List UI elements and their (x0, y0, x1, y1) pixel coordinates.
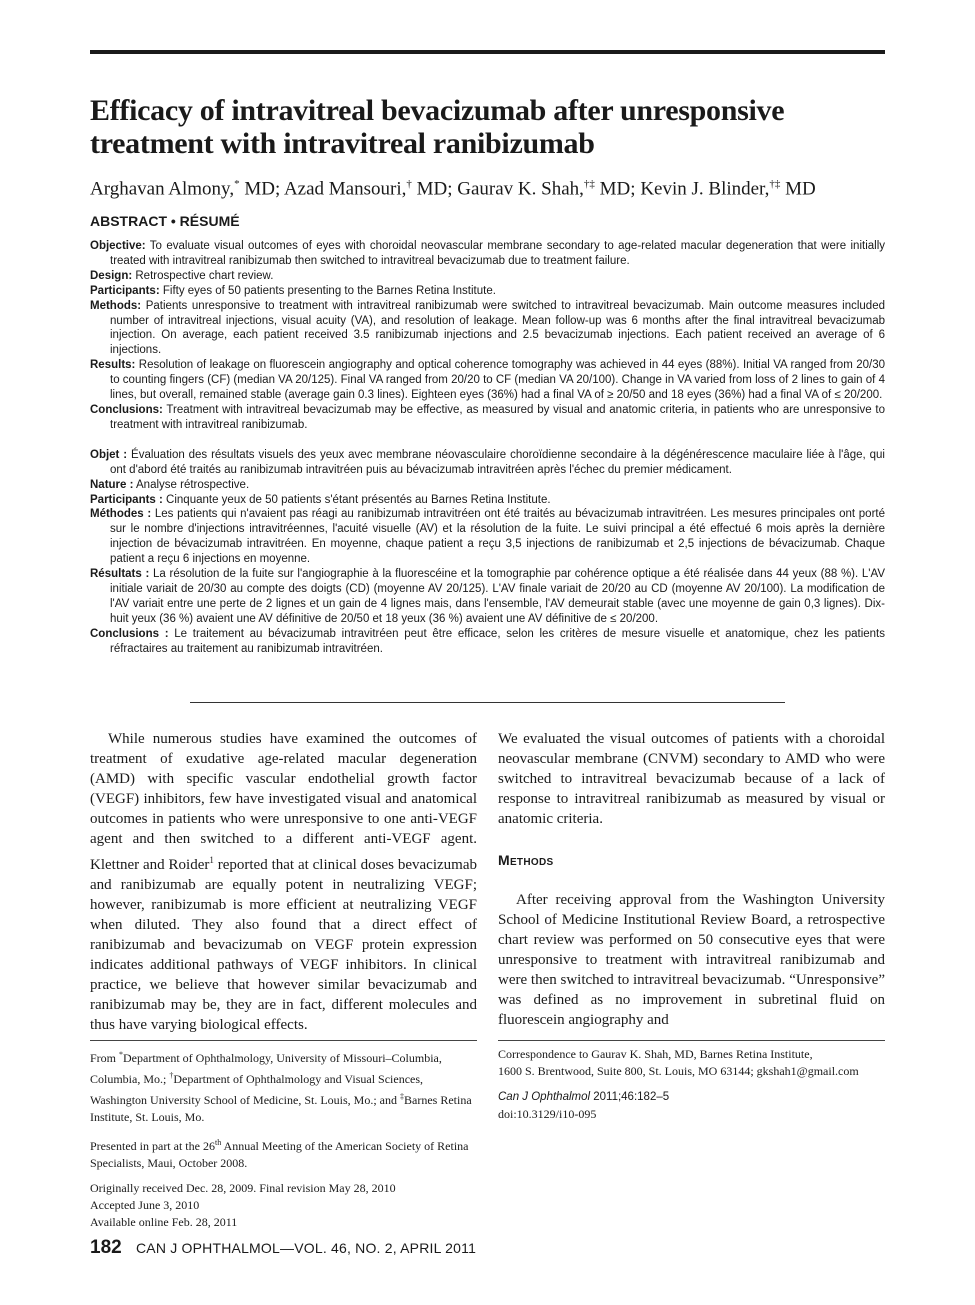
footnote-text: Barnes Retina Institute, St. Louis, Mo. (90, 1093, 472, 1124)
footnote-text: Department of Ophthalmology, University of Missouri–Columbia, Columbia, Mo.; (90, 1051, 442, 1086)
abstract (90, 239, 885, 656)
author-affil-mark: †‡ (583, 178, 595, 190)
section-label: Results: (90, 359, 136, 372)
volume-pages: 2011;46:182–5 (590, 1091, 670, 1103)
abstract-divider (190, 702, 785, 703)
abstract-section-results (90, 358, 885, 403)
author-affil-mark: †‡ (769, 178, 781, 190)
affiliations (90, 1046, 475, 1126)
reference-mark: 1 (209, 854, 214, 865)
section-text: Analyse rétrospective. (133, 478, 250, 491)
section-text: La résolution de la fuite sur l'angiographie à la fluorescéine et la tomographie par cohérence optique a été réalisée dans 44 yeux (88 %). L'AV initiale variait de 20/30 au compte des doigts (CD) (moyenne AV 20/125). L'AV finale variait de 20/20 au CD (moyenne AV 20/100). La modification de l'AV variait entre une perte de 2 lignes et un gain de 4 lignes mais, dans l'ensemble, l'AV demeurait stable (avec une moyenne de gain 0,3 lignes). Dix-huit yeux (36 %) avaient une AV définitive de 20/50 et 18 yeux (36 %) avaient une AV définitive de ≤ 20/200. (110, 568, 885, 625)
author-degree: MD (780, 178, 816, 200)
section-text: Le traitement au bévacizumab intravitréen peut être efficace, selon les critères de mesure visuelle et anatomique, chez les patients réfractaires au traitement au ranibizumab intravitréen. (110, 627, 885, 655)
footnotes-left (90, 1046, 475, 1231)
section-label: Design: (90, 269, 133, 282)
accepted-date: Accepted June 3, 2010 (90, 1198, 200, 1212)
body-paragraph (90, 729, 477, 1035)
affil-mark: ‡ (400, 1092, 405, 1101)
journal-footer: CAN J OPHTHALMOL—VOL. 46, NO. 2, APRIL 2011 (136, 1240, 477, 1256)
author-degree: MD; (239, 178, 284, 200)
section-text: Patients unresponsive to treatment with intravitreal ranibizumab were switched to intravitreal bevacizumab. Main outcome measures included number of intravitreal injections, visual acuity (VA), and resolution of leakage. Mean follow-up was 6 months after the final intravitreal bevacizumab injection. On average, each patient received 3.5 ranibizumab injections and 2.5 bevacizumab injections. Each patient received an average of 6 injections. (110, 299, 885, 357)
section-text: Fifty eyes of 50 patients presenting to the Barnes Retina Institute. (159, 284, 496, 297)
body-column-left (90, 729, 477, 1035)
footnote-rule-left (90, 1040, 477, 1041)
author-degree: MD; (594, 178, 641, 200)
section-label: Conclusions : (90, 627, 169, 640)
section-text: To evaluate visual outcomes of eyes with choroidal neovascular membrane secondary to age-related macular degeneration that were initially treated with intravitreal ranibizumab then switched to intravitreal bevacizumab due to treatment failure. (110, 240, 885, 267)
article-title: Efficacy of intravitreal bevacizumab after unresponsive treatment with intravitreal ranibizumab (90, 94, 785, 160)
abstract-section-participants (90, 284, 885, 299)
abstract-gap (90, 433, 885, 448)
methods-heading: Methods (498, 852, 554, 869)
section-text: Les patients qui n'avaient pas réagi au ranibizumab intravitréen ont été traités au bévacizumab intravitréen. Les mesures principales ont porté sur le nombre d'injections intravitréennes, l'acuité visuelle (AV) et la résolution de la fuite. Le suivi principal a été effectué 6 mois après la dernière injection de bévacizumab intravitréen. En moyenne, chaque patient a reçu 3,5 injections de ranibizumab et 2,5 injections de bévacizumab. Chaque patient a reçu 6 injections en moyenne. (110, 508, 885, 566)
footnote-text: Correspondence to Gaurav K. Shah, MD, Barnes Retina Institute, (498, 1047, 813, 1061)
online-date: Available online Feb. 28, 2011 (90, 1215, 238, 1229)
body-text: While numerous studies have examined the outcomes of treatment of exudative age-related macular degeneration (AMD) with specific vascular endothelial growth factor (VEGF) inhibitors, few have investigated visual and anatomical outcomes in patients who were unresponsive to one anti-VEGF agent and then switched to a different anti-VEGF agent. Klettner and Roider (90, 731, 477, 873)
dates-note (90, 1180, 475, 1231)
abstract-section-design (90, 269, 885, 284)
footnote-text: From (90, 1051, 120, 1065)
section-label: Participants: (90, 284, 160, 297)
section-label: Participants : (90, 493, 163, 506)
resume-section-nature (90, 478, 885, 493)
author-name: Arghavan Almony, (90, 178, 235, 200)
citation (498, 1088, 888, 1123)
resume-section-objet (90, 448, 885, 478)
resume-section-methodes (90, 507, 885, 567)
abstract-section-methods (90, 299, 885, 359)
author-name: Azad Mansouri, (283, 178, 407, 200)
body-paragraph: After receiving approval from the Washington University School of Medicine Institutional Review Board, a retrospective chart review was performed on 50 consecutive eyes that were unresponsive to treatment with intravitreal ranibizumab and were then switched to intravitreal bevacizumab. “Unresponsive” was defined as no improvement in subretinal fluid on fluorescein angiography and (498, 891, 885, 1029)
section-label: Résultats : (90, 568, 150, 581)
section-text: Cinquante yeux de 50 patients s'étant présentés au Barnes Retina Institute. (162, 493, 551, 506)
author-degree: MD; (411, 178, 458, 200)
section-text: Resolution of leakage on fluorescein angiography and optical coherence tomography was achieved in 44 eyes (88%). Initial VA ranged from 20/30 to counting fingers (CF) (median VA 20/125). Final VA ranged from 20/20 to CF (median VA 20/100). Change in VA varied from loss of 2 lines to gain of 4 lines, but overall, remained stable (average gain 0.3 lines). Eighteen eyes (36%) had a final VA of ≥ 20/50 and 18 eyes (36%) had a final VA of ≤ 20/200. (110, 359, 885, 402)
page-number: 182 (90, 1237, 122, 1258)
author-list (90, 172, 890, 201)
presented-note (90, 1134, 475, 1172)
abstract-section-conclusions (90, 403, 885, 433)
footnote-text: 1600 S. Brentwood, Suite 800, St. Louis, MO 63144; gkshah1@gmail.com (498, 1064, 859, 1078)
author-affil-mark: † (406, 178, 412, 190)
body-column-right (498, 729, 885, 1030)
author-name: Gaurav K. Shah, (457, 178, 584, 200)
journal-abbrev: Can J Ophthalmol (498, 1091, 591, 1103)
abstract-heading: ABSTRACT • RÉSUMÉ (90, 213, 240, 229)
top-rule (90, 50, 885, 54)
abstract-section-objective (90, 239, 885, 269)
resume-section-resultats (90, 567, 885, 627)
ordinal-mark: th (214, 1138, 222, 1147)
footnote-rule-right (498, 1040, 885, 1041)
section-text: Retrospective chart review. (132, 269, 274, 282)
resume-section-conclusions (90, 627, 885, 657)
body-text: reported that at clinical doses bevacizumab and ranibizumab are equally potent in neutralizing VEGF; however, ranibizumab is more efficient at neutralizing VEGF when diluted. They also found that a direct effect of ranibizumab and bevacizumab on VEGF protein expression indicates additional pathways of VEGF inhibitors. In clinical practice, we believe that however similar bevacizumab and ranibizumab may be, they are in fact, different molecules and thus have varying biological effects. (90, 856, 477, 1034)
citation-line (498, 1091, 669, 1103)
footnote-text: Department of Ophthalmology and Visual Sciences, Washington University School of Medicine, St. Louis, Mo.; and (90, 1072, 424, 1107)
section-label: Conclusions: (90, 403, 163, 416)
body-paragraph: We evaluated the visual outcomes of patients with a choroidal neovascular membrane (CNVM) secondary to AMD who were switched to intravitreal bevacizumab because of a lack of response to intravitreal ranibizumab as measured by visual or anatomic criteria. (498, 731, 885, 828)
section-label: Objet : (90, 448, 128, 461)
doi: doi:10.3129/i10-095 (498, 1107, 597, 1121)
affil-mark: † (169, 1071, 174, 1080)
section-label: Methods: (90, 299, 142, 312)
footnote-text: Annual Meeting of the American Society of Retina Specialists, Maui, October 2008. (90, 1139, 469, 1170)
correspondence (498, 1046, 888, 1080)
section-label: Méthodes : (90, 508, 152, 521)
footnotes-right (498, 1046, 888, 1123)
section-label: Nature : (90, 478, 134, 491)
section-label: Objective: (90, 240, 146, 252)
author-name: Kevin J. Blinder, (640, 178, 770, 200)
section-text: Évaluation des résultats visuels des yeux avec membrane néovasculaire choroïdienne secondaire à la dégénérescence maculaire liée à l'âge, qui ont d'abord été traités au ranibizumab intravitréen puis au bévacizumab intravitréen après l'échec du premier médicament. (110, 448, 885, 476)
author-affil-mark: * (234, 178, 240, 190)
resume-section-participants (90, 493, 885, 508)
footnote-text: Presented in part at the 26 (90, 1139, 215, 1153)
received-date: Originally received Dec. 28, 2009. Final revision May 28, 2010 (90, 1181, 396, 1195)
affil-mark: * (119, 1050, 124, 1059)
section-text: Treatment with intravitreal bevacizumab may be effective, as measured by visual and anatomic criteria, in patients who are unresponsive to treatment with intravitreal ranibizumab. (110, 403, 885, 431)
